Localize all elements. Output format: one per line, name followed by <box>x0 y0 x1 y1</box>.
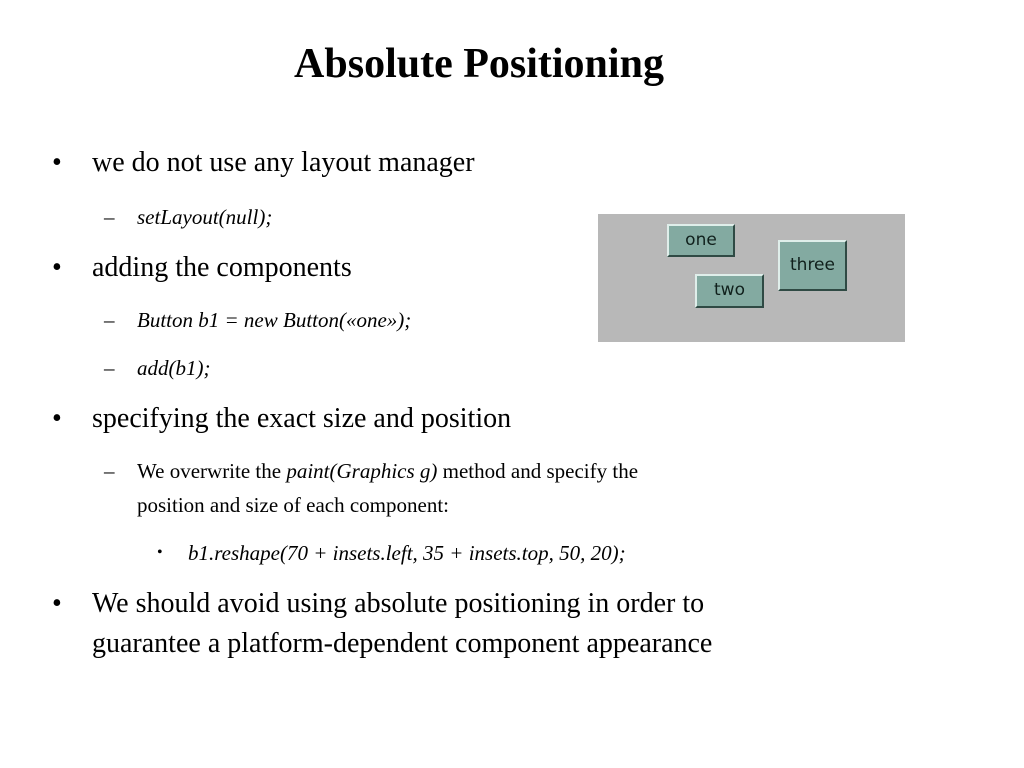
text-pre: We overwrite the <box>137 459 287 483</box>
code-add: add(b1); <box>137 356 211 380</box>
code-reshape: b1.reshape(70 + insets.left, 35 + insets.top, 50, 20); <box>188 541 626 565</box>
bullet-marker: • <box>52 403 62 434</box>
demo-panel <box>598 214 905 342</box>
bullet-text-line1: We should avoid using absolute positioning in order to <box>92 588 705 619</box>
bullet-marker: • <box>52 252 62 283</box>
dash-marker: – <box>104 356 115 380</box>
bullet-text: adding the components <box>92 252 352 283</box>
bullet-text-line2: guarantee a platform-dependent component appearance <box>92 628 713 659</box>
bullet-marker: • <box>52 147 62 178</box>
dash-marker: – <box>104 308 115 332</box>
code-new-button: Button b1 = new Button(«one»); <box>137 308 412 332</box>
code-paint: paint(Graphics g) <box>286 459 438 483</box>
small-bullet-marker: • <box>157 544 163 561</box>
three-button[interactable]: three <box>778 240 847 291</box>
bullet-text: specifying the exact size and position <box>92 403 512 434</box>
slide-title: Absolute Positioning <box>294 41 664 87</box>
bullet-marker: • <box>52 588 62 619</box>
one-button[interactable]: one <box>667 224 735 257</box>
text-line2: position and size of each component: <box>137 493 449 517</box>
dash-marker: – <box>104 459 115 483</box>
two-button[interactable]: two <box>695 274 764 308</box>
bullet-text: we do not use any layout manager <box>92 147 475 178</box>
code-setlayout: setLayout(null); <box>137 205 273 229</box>
dash-marker: – <box>104 205 115 229</box>
text-post: method and specify the <box>437 459 639 483</box>
